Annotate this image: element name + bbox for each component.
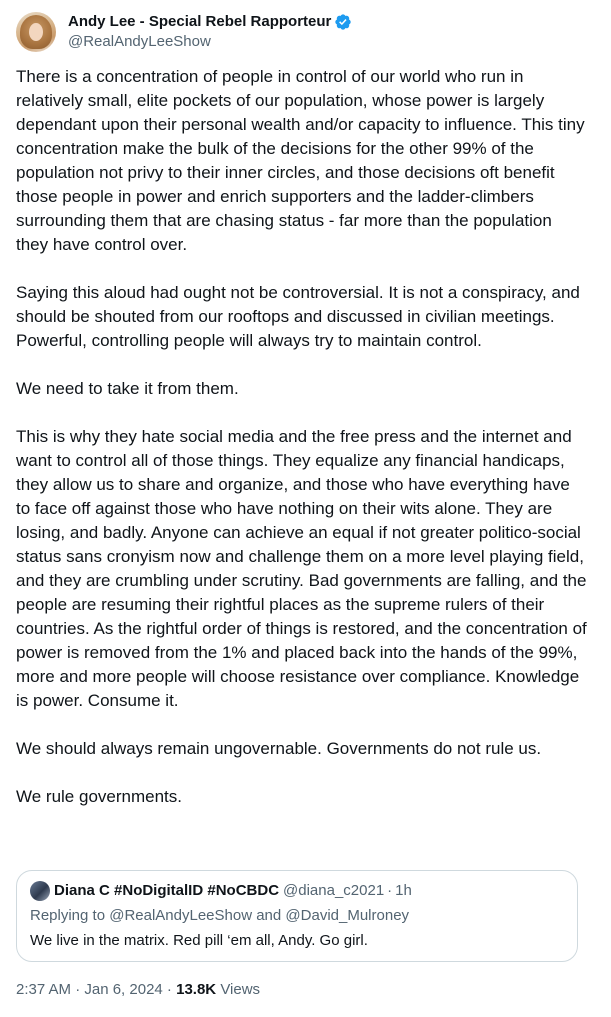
author-avatar[interactable] bbox=[16, 12, 56, 52]
avatar-face bbox=[29, 23, 43, 41]
tweet-header bbox=[16, 11, 352, 53]
quoted-replying-to bbox=[30, 906, 409, 926]
author-names bbox=[68, 12, 352, 52]
quoted-header bbox=[30, 881, 412, 901]
tweet-timestamp[interactable]: 2:37 AM · Jan 6, 2024 · bbox=[16, 981, 172, 998]
quoted-tweet[interactable] bbox=[16, 870, 578, 962]
tweet-text: There is a concentration of people in control of our world who run in relatively small, elite pockets of our population, whose power is largely dependant upon their personal wealth and/or capacity to influence. This tiny concentration make the bulk of the decisions for the other 99% of the population not privy to their inner circles, and those decisions oft benefit those people in power and enrich supporters and the ladder-climbers surrounding them that are chasing status - far more than the population they have control over. Saying this aloud had ought not be controversial. It is not a conspiracy, and should be shouted from our rooftops and discussed in civilian meetings. Powerful, controlling people will always try to maintain control. We need to take it from them. This is why they hate social media and the free press and the internet and want to control all of those things. They equalize any financial handicaps, they allow us to share and organize, and those who have everything have to face off against those who have nothing on their wits alone. They are losing, and badly. Anyone can achieve an equal if not greater politico-social status sans cronyism now and challenge them on a more level playing field, and they are crumbling under scrutiny. Bad governments are falling, and the people are resuming their rightful places as the supreme rulers of their countries. As the rightful order of things is restored, and the concentration of power is removed from the 1% and placed back into the hands of the 99%, more and more people will choose resistance over compliance. Knowledge is power. Consume it. We should always remain ungovernable. Governments do not rule us. We rule governments. bbox=[16, 67, 587, 806]
quoted-separator: · bbox=[387, 882, 393, 899]
quoted-display-name: Diana C #NoDigitalID #NoCBDC bbox=[54, 882, 280, 899]
tweet-meta bbox=[16, 980, 260, 1000]
quoted-text: We live in the matrix. Red pill ‘em all, Andy. Go girl. bbox=[30, 932, 368, 949]
quoted-time: 1h bbox=[395, 882, 412, 899]
author-handle[interactable]: @RealAndyLeeShow bbox=[68, 33, 211, 50]
replying-prefix: Replying to bbox=[30, 907, 106, 924]
author-display-name[interactable]: Andy Lee - Special Rebel Rapporteur bbox=[68, 13, 332, 30]
reply-mention-1[interactable]: @RealAndyLeeShow bbox=[109, 907, 253, 924]
reply-mention-2[interactable]: @David_Mulroney bbox=[285, 907, 410, 924]
reply-and: and bbox=[256, 907, 282, 924]
verified-badge-icon bbox=[334, 13, 352, 31]
quoted-handle: @diana_c2021 bbox=[283, 882, 385, 899]
views-count: 13.8K bbox=[176, 981, 217, 998]
quoted-avatar bbox=[30, 881, 50, 901]
author-name-row bbox=[68, 12, 352, 32]
views-label: Views bbox=[220, 981, 261, 998]
